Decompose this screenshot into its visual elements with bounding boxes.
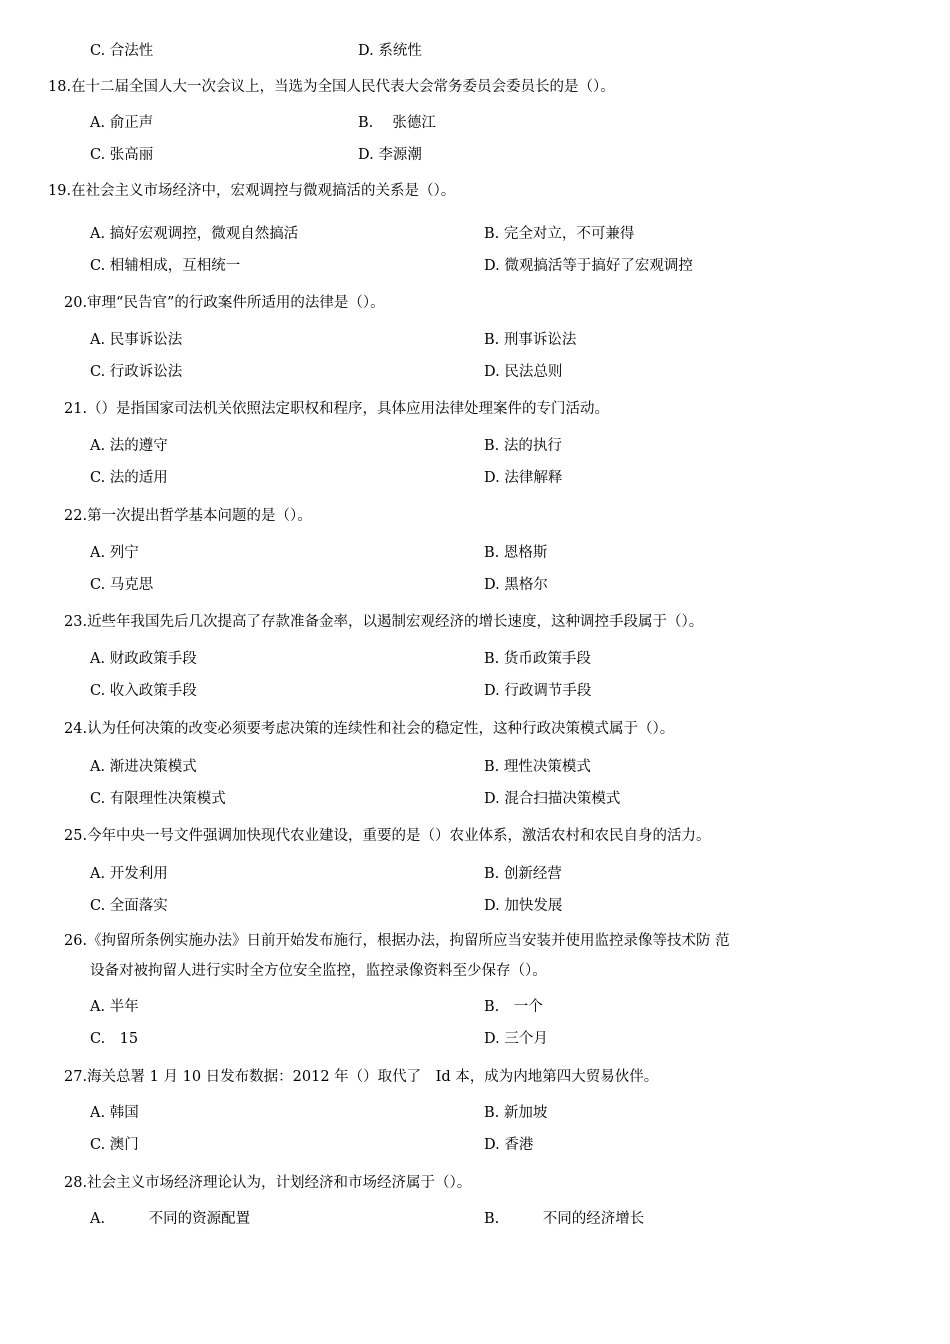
q28-option-b: B. 不同的经济增长 <box>484 1211 645 1227</box>
q19-option-b: B. 完全对立，不可兼得 <box>484 226 635 242</box>
q25-option-b: B. 创新经营 <box>484 866 562 882</box>
q20-option-d: D. 民法总则 <box>484 364 563 380</box>
q18-option-a: A. 俞正声 <box>90 115 154 131</box>
q25-option-a: A. 开发利用 <box>90 866 168 882</box>
q25-option-d: D. 加快发展 <box>484 898 563 914</box>
q23-option-b: B. 货币政策手段 <box>484 651 591 667</box>
q20-option-b: B. 刑事诉讼法 <box>484 332 577 348</box>
q26-option-a: A. 半年 <box>90 999 139 1015</box>
q20-option-a: A. 民事诉讼法 <box>90 332 183 348</box>
q22-option-b: B. 恩格斯 <box>484 545 548 561</box>
q22-option-d: D. 黑格尔 <box>484 577 548 593</box>
q26-option-c: C. 15 <box>90 1031 139 1047</box>
q20-option-c: C. 行政诉讼法 <box>90 364 183 380</box>
q28-option-a: A. 不同的资源配置 <box>90 1211 251 1227</box>
q19-option-d: D. 微观搞活等于搞好了宏观调控 <box>484 258 693 274</box>
question-28-stem: 28.社会主义市场经济理论认为，计划经济和市场经济属于（）。 <box>64 1175 472 1191</box>
q19-option-a: A. 搞好宏观调控，微观自然搞活 <box>90 226 299 242</box>
q23-option-d: D. 行政调节手段 <box>484 683 592 699</box>
q24-option-d: D. 混合扫描决策模式 <box>484 791 621 807</box>
q26-option-b: B. 一个 <box>484 999 543 1015</box>
q27-option-c: C. 澳门 <box>90 1137 139 1153</box>
question-19-stem: 19.在社会主义市场经济中，宏观调控与微观搞活的关系是（）。 <box>48 183 456 199</box>
q19-option-c: C. 相辅相成，互相统一 <box>90 258 241 274</box>
q25-option-c: C. 全面落实 <box>90 898 168 914</box>
q18-option-b: B. 张德江 <box>358 115 436 131</box>
q26-option-d: D. 三个月 <box>484 1031 548 1047</box>
q21-option-b: B. 法的执行 <box>484 438 562 454</box>
q22-option-a: A. 列宁 <box>90 545 139 561</box>
q23-option-c: C. 收入政策手段 <box>90 683 197 699</box>
q24-option-a: A. 渐进决策模式 <box>90 759 197 775</box>
question-26-stem: 26.《拘留所条例实施办法》日前开始发布施行，根据办法，拘留所应当安装并使用监控录像等技术防 范 <box>64 933 730 949</box>
question-24-stem: 24.认为任何决策的改变必须要考虑决策的连续性和社会的稳定性，这种行政决策模式属于（）。 <box>64 721 675 737</box>
question-26-stem-cont: 设备对被拘留人进行实时全方位安全监控，监控录像资料至少保存（）。 <box>90 963 547 979</box>
question-21-stem: 21.（）是指国家司法机关依照法定职权和程序，具体应用法律处理案件的专门活动。 <box>64 401 610 417</box>
question-20-stem: 20.审理“民告官”的行政案件所适用的法律是（）。 <box>64 295 385 311</box>
q27-option-d: D. 香港 <box>484 1137 534 1153</box>
q27-option-a: A. 韩国 <box>90 1105 139 1121</box>
q23-option-a: A. 财政政策手段 <box>90 651 197 667</box>
question-23-stem: 23.近些年我国先后几次提高了存款准备金率，以遏制宏观经济的增长速度，这种调控手段属于（）。 <box>64 614 704 630</box>
option-d-prev: D. 系统性 <box>358 43 422 59</box>
question-18-stem: 18.在十二届全国人大一次会议上，当选为全国人民代表大会常务委员会委员长的是（）。 <box>48 79 615 95</box>
q18-option-d: D. 李源潮 <box>358 147 422 163</box>
q24-option-b: B. 理性决策模式 <box>484 759 591 775</box>
q21-option-d: D. 法律解释 <box>484 470 563 486</box>
q18-option-c: C. 张高丽 <box>90 147 154 163</box>
option-c-prev: C. 合法性 <box>90 43 154 59</box>
question-22-stem: 22.第一次提出哲学基本问题的是（）。 <box>64 508 312 524</box>
question-25-stem: 25.今年中央一号文件强调加快现代农业建设，重要的是（）农业体系，激活农村和农民自身的活力。 <box>64 828 711 844</box>
q21-option-a: A. 法的遵守 <box>90 438 168 454</box>
q27-option-b: B. 新加坡 <box>484 1105 548 1121</box>
question-27-stem: 27.海关总署 1 月 10 日发布数据：2012 年（）取代了 Id 本，成为内地第四大贸易伙伴。 <box>64 1069 659 1085</box>
q22-option-c: C. 马克思 <box>90 577 154 593</box>
q21-option-c: C. 法的适用 <box>90 470 168 486</box>
q24-option-c: C. 有限理性决策模式 <box>90 791 226 807</box>
